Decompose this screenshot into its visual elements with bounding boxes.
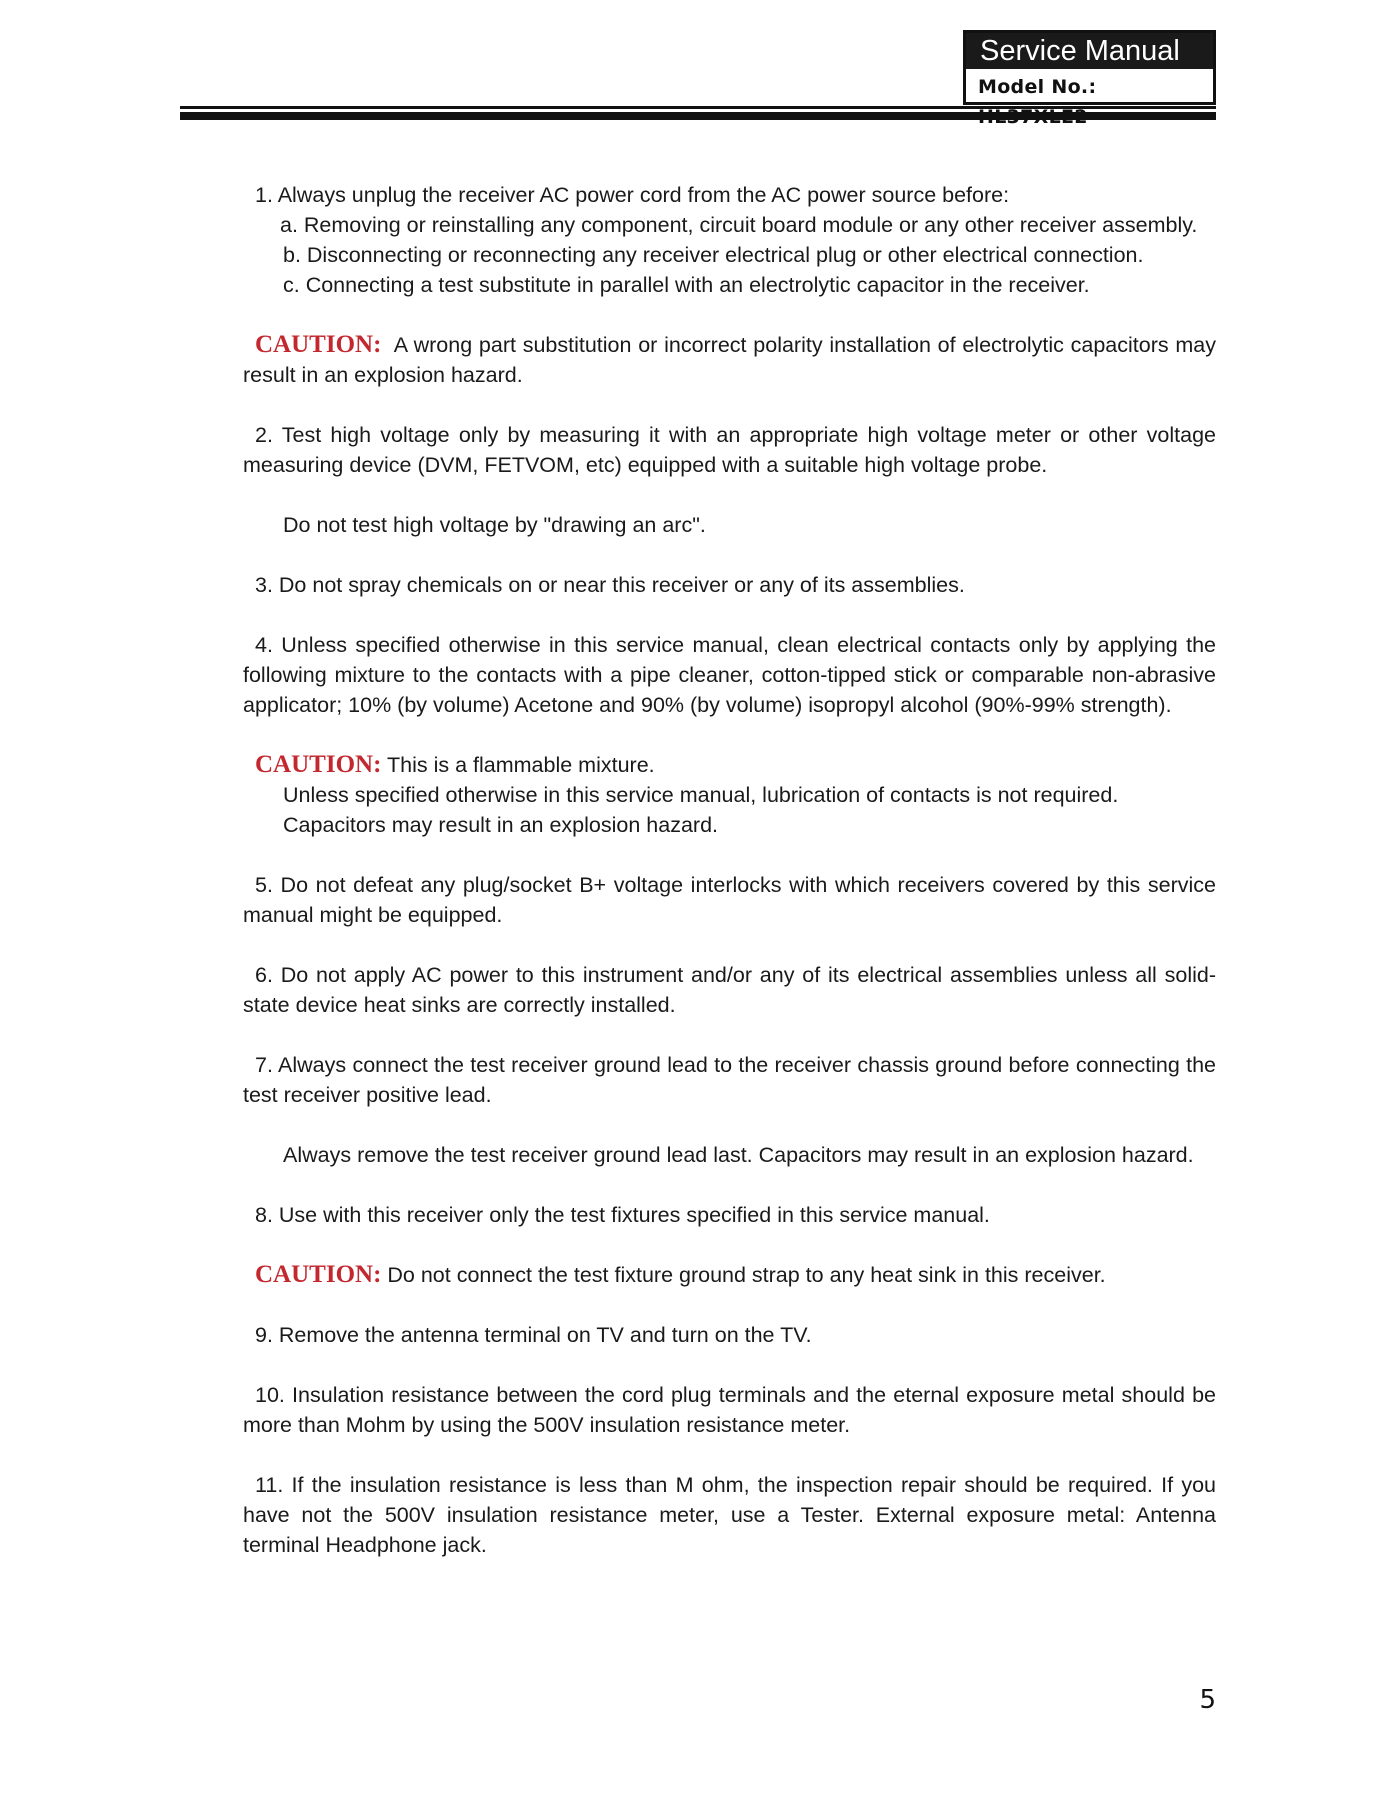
page-number: 5 bbox=[1199, 1685, 1216, 1715]
instruction-11: 11. If the insulation resistance is less than M ohm, the inspection repair should be required. If you have not the 500V insulation resistance meter, use a Tester. External exposure metal: Antenna terminal Headphone jack. bbox=[243, 1473, 1216, 1557]
instruction-9: 9. Remove the antenna terminal on TV and turn on the TV. bbox=[255, 1323, 812, 1347]
instruction-4: 4. Unless specified otherwise in this service manual, clean electrical contacts only by applying the following mixture to the contacts with a pipe cleaner, cotton-tipped stick or comparable non-abrasive applicator; 10% (by volume) Acetone and 90% (by volume) isopropyl alcohol (90%-99% strength). bbox=[243, 633, 1216, 717]
instruction-3: 3. Do not spray chemicals on or near this receiver or any of its assemblies. bbox=[255, 573, 965, 597]
caution-3-text: Do not connect the test fixture ground strap to any heat sink in this receiver. bbox=[387, 1263, 1106, 1287]
caution-2 bbox=[243, 750, 1216, 780]
instruction-6: 6. Do not apply AC power to this instrument and/or any of its electrical assemblies unless all solid-state device heat sinks are correctly installed. bbox=[243, 963, 1216, 1017]
header-box bbox=[963, 30, 1216, 105]
header-rule-thin bbox=[180, 106, 1216, 109]
instruction-8: 8. Use with this receiver only the test fixtures specified in this service manual. bbox=[255, 1203, 990, 1227]
caution-2-line-3: Capacitors may result in an explosion hazard. bbox=[283, 813, 718, 837]
instruction-7: 7. Always connect the test receiver ground lead to the receiver chassis ground before connecting the test receiver positive lead. bbox=[243, 1053, 1216, 1107]
instruction-7-note: Always remove the test receiver ground lead last. Capacitors may result in an explosion hazard. bbox=[283, 1143, 1194, 1167]
caution-2-label: CAUTION: bbox=[255, 751, 382, 778]
model-number: Model No.: bbox=[978, 76, 1097, 98]
manual-title: Service Manual bbox=[966, 33, 1213, 69]
caution-3 bbox=[243, 1260, 1216, 1290]
caution-1-label: CAUTION: bbox=[255, 331, 382, 358]
caution-3-label: CAUTION: bbox=[255, 1261, 382, 1288]
instruction-2: 2. Test high voltage only by measuring it with an appropriate high voltage meter or other voltage measuring device (DVM, FETVOM, etc) equipped with a suitable high voltage probe. bbox=[243, 423, 1216, 477]
instruction-1a: a. Removing or reinstalling any component, circuit board module or any other receiver assembly. bbox=[280, 213, 1198, 237]
caution-2-line-2: Unless specified otherwise in this service manual, lubrication of contacts is not required. bbox=[283, 783, 1119, 807]
caution-1-text: A wrong part substitution or incorrect polarity installation of electrolytic capacitors may result in an explosion hazard. bbox=[243, 333, 1216, 387]
caution-2-text: This is a flammable mixture. bbox=[387, 753, 655, 777]
caution-1 bbox=[243, 330, 1216, 390]
instruction-2-note: Do not test high voltage by "drawing an arc". bbox=[283, 513, 706, 537]
instruction-1b: b. Disconnecting or reconnecting any receiver electrical plug or other electrical connection. bbox=[283, 243, 1144, 267]
instruction-5: 5. Do not defeat any plug/socket B+ voltage interlocks with which receivers covered by this service manual might be equipped. bbox=[243, 873, 1216, 927]
instruction-1c: c. Connecting a test substitute in parallel with an electrolytic capacitor in the receiver. bbox=[283, 273, 1090, 297]
instruction-10: 10. Insulation resistance between the cord plug terminals and the eternal exposure metal should be more than Mohm by using the 500V insulation resistance meter. bbox=[243, 1383, 1216, 1437]
safety-instructions bbox=[243, 180, 1216, 1560]
header-rule-thick bbox=[180, 112, 1216, 120]
instruction-1: 1. Always unplug the receiver AC power cord from the AC power source before: bbox=[255, 183, 1010, 207]
